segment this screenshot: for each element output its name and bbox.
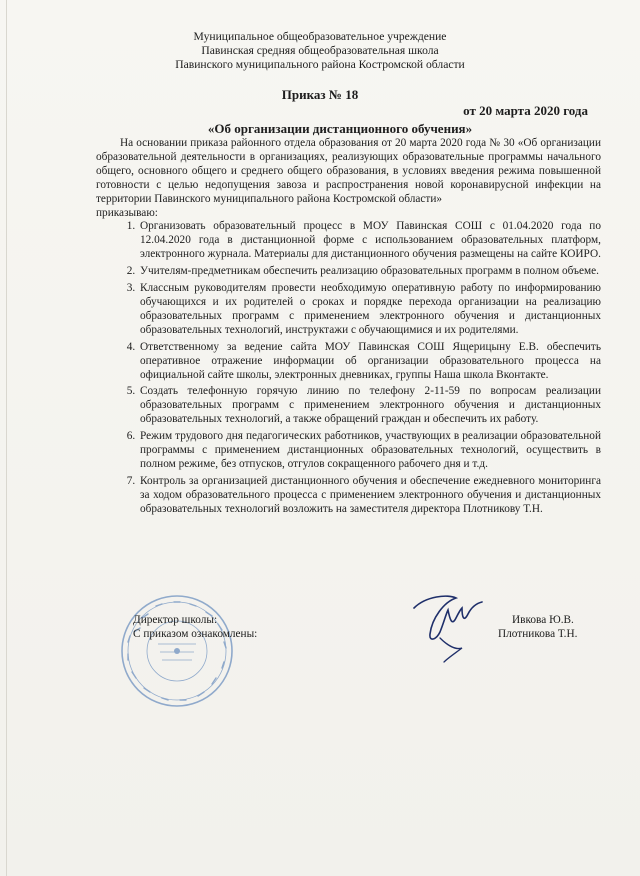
order-item-1: 1. Организовать образовательный процесс в МОУ Павинская СОШ с 01.04.2020 года по 12.04.2020 года в дистанционной форме с использованием образовательных платформ, электронного журнала. Материалы для дистанционного обучения размещены на сайте КОИРО. [138,220,601,262]
signature-names [498,613,578,641]
order-item-5: 5. Создать телефонную горячую линию по телефону 2-11-59 по вопросам реализации образовательных программ с применением электронного обучения и дистанционных образовательных технологий, а также обращений граждан и обеспечить их работу. [138,385,601,427]
letterhead-line-3: Павинского муниципального района Костромской области [175,58,465,71]
acquainted-label: С приказом ознакомлены: [133,628,258,640]
letterhead-line-1: Муниципальное общеобразовательное учреждение [193,30,447,43]
order-item-2: 2. Учителям-предметникам обеспечить реализацию образовательных программ в полном объеме. [138,265,601,279]
order-item-4: 4. Ответственному за ведение сайта МОУ Павинская СОШ Ящерицыну Е.В. обеспечить оперативное отражение информации об организации образовательного процесса на официальной сайте школы, электронных дневниках, группы Наша школа Вконтакте. [138,341,601,383]
order-item-7: 7. Контроль за организацией дистанционного обучения и обеспечение ежедневного мониторинга за ходом образовательного процесса с применением электронного обучения и дистанционных образовательных технологий возложить на заместителя директора Плотникову Т.Н. [138,475,601,517]
director-autograph [396,588,496,668]
order-title: Приказ № 18 [281,87,359,102]
deputy-name: Плотникова Т.Н. [498,628,578,640]
school-seal-stamp [118,592,236,710]
order-items-list [96,220,601,516]
letterhead-line-2: Павинская средняя общеобразовательная школа [201,44,439,57]
director-label: Директор школы: [133,614,218,626]
order-item-3: 3. Классным руководителям провести необходимую оперативную работу по информированию обучающихся и их родителей о сроках и порядке перехода организации на реализацию образовательных программ с применением электронного обучения и дистанционных образовательных технологий, инструктажи с обучающимися и их родителями. [138,282,601,338]
order-body [96,137,601,520]
preamble-paragraph: На основании приказа районного отдела образования от 20 марта 2020 года № 30 «Об организации образовательной деятельности в организациях, реализующих образовательные программы начального общего, основного общего и среднего общего образования, в условиях введения режима повышенной готовности с целью недопущения завоза и распространения новой коронавирусной инфекции на территории Павинского муниципального района Костромской области» [96,137,601,205]
director-name: Ивкова Ю.В. [512,614,574,626]
orders-word: приказываю: [96,206,158,219]
signature-labels [133,613,257,641]
letterhead [0,30,640,72]
order-date: от 20 марта 2020 года [463,103,588,118]
order-item-6: 6. Режим трудового дня педагогических работников, участвующих в реализации образовательной программы с применением дистанционных образовательных технологий, осуществить в полном режиме, без отпусков, отгулов сокращенного рабочего дня и т.д. [138,430,601,472]
order-subject: «Об организации дистанционного обучения» [207,121,473,136]
